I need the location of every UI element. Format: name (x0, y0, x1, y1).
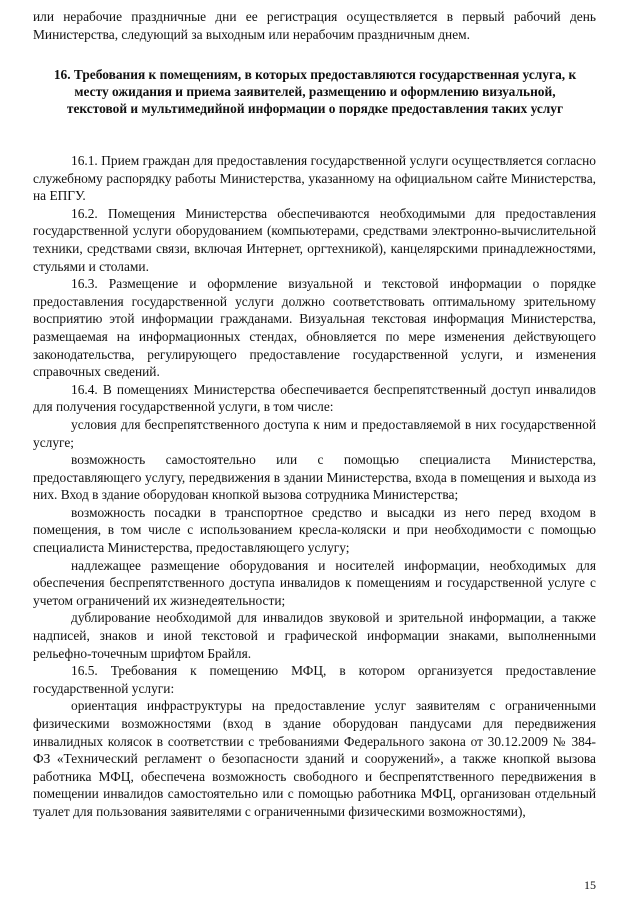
section-title: 16. Требования к помещениям, в которых предоставляются государственная услуга, к месту ожидания и приема заявителей, размещению и оформлению визуальной, текстовой и мультимедийной информации о порядке предоставления таких услуг (53, 67, 577, 116)
paragraph-16-4: 16.4. В помещениях Министерства обеспечивается беспрепятственный доступ инвалидов для получения государственной услуги, в том числе: (33, 381, 596, 415)
list-item-transport: возможность посадки в транспортное средство и высадки из него перед входом в помещения, в том числе с использованием кресла-коляски и при необходимости с помощью специалиста Министерства, предоставляющего услугу; (33, 504, 596, 556)
list-item-movement: возможность самостоятельно или с помощью специалиста Министерства, предоставляющего услугу, передвижения в здании Министерства, входа в помещения и выхода из них. Вход в здание оборудован кнопкой вызова сотрудника Министерства; (33, 452, 596, 503)
list-item-infrastructure: ориентация инфраструктуры на предоставление услуг заявителям с ограниченными физическими возможностями (вход в здание оборудован пандусами для передвижения инвалидных колясок в соответствии с требованиями Федерального закона от 30.12.2009 № 384-ФЗ «Технический регламент о безопасности зданий и сооружений», а также кнопкой вызова работника МФЦ, обеспечена возможность свободного и беспрепятственного передвижения в помещении инвалидов самостоятельно или с помощью работника МФЦ, организован отдельный туалет для пользования заявителями с ограниченными физическими возможностями), (33, 698, 596, 819)
paragraph-16-5: 16.5. Требования к помещению МФЦ, в котором организуется предоставление государственной услуги: (33, 663, 596, 696)
list-item-access-conditions: условия для беспрепятственного доступа к ним и предоставляемой в них государственной услуге; (33, 416, 596, 450)
intro-block (33, 8, 596, 43)
list-item-braille: дублирование необходимой для инвалидов звуковой и зрительной информации, а также надписей, знаков и иной текстовой и графической информации знаками, выполненными рельефно-точечным шрифтом Брайля. (33, 610, 596, 661)
paragraph-16-1: 16.1. Прием граждан для предоставления государственной услуги осуществляется согласно служебному распорядку работы Министерства, указанному на официальном сайте Министерства, на ЕПГУ. (33, 153, 596, 204)
intro-paragraph: или нерабочие праздничные дни ее регистрация осуществляется в первый рабочий день Министерства, следующий за выходным или нерабочим праздничным днем. (33, 9, 596, 42)
section-body (33, 152, 596, 821)
list-item-equipment: надлежащее размещение оборудования и носителей информации, необходимых для обеспечения беспрепятственного доступа инвалидов к помещениям и государственной услуге с учетом ограничений их жизнедеятельности; (33, 557, 596, 608)
page-number: 15 (584, 878, 596, 892)
paragraph-16-2: 16.2. Помещения Министерства обеспечиваются необходимыми для предоставления государственной услуги оборудованием (компьютерами, средствами электронно-вычислительной техники, средствами связи, включая Интернет, оргтехникой), канцелярскими принадлежностями, стульями и столами. (33, 205, 596, 274)
paragraph-16-3: 16.3. Размещение и оформление визуальной и текстовой информации о порядке предоставления государственной услуги должно соответствовать оптимальному зрительному восприятию этой информации гражданами. Визуальная текстовая информация Министерства, размещаемая на информационных стендах, обновляется по мере изменения действующего законодательства, регулирующего предоставление государственной услуги, и изменения справочных сведений. (33, 276, 596, 380)
